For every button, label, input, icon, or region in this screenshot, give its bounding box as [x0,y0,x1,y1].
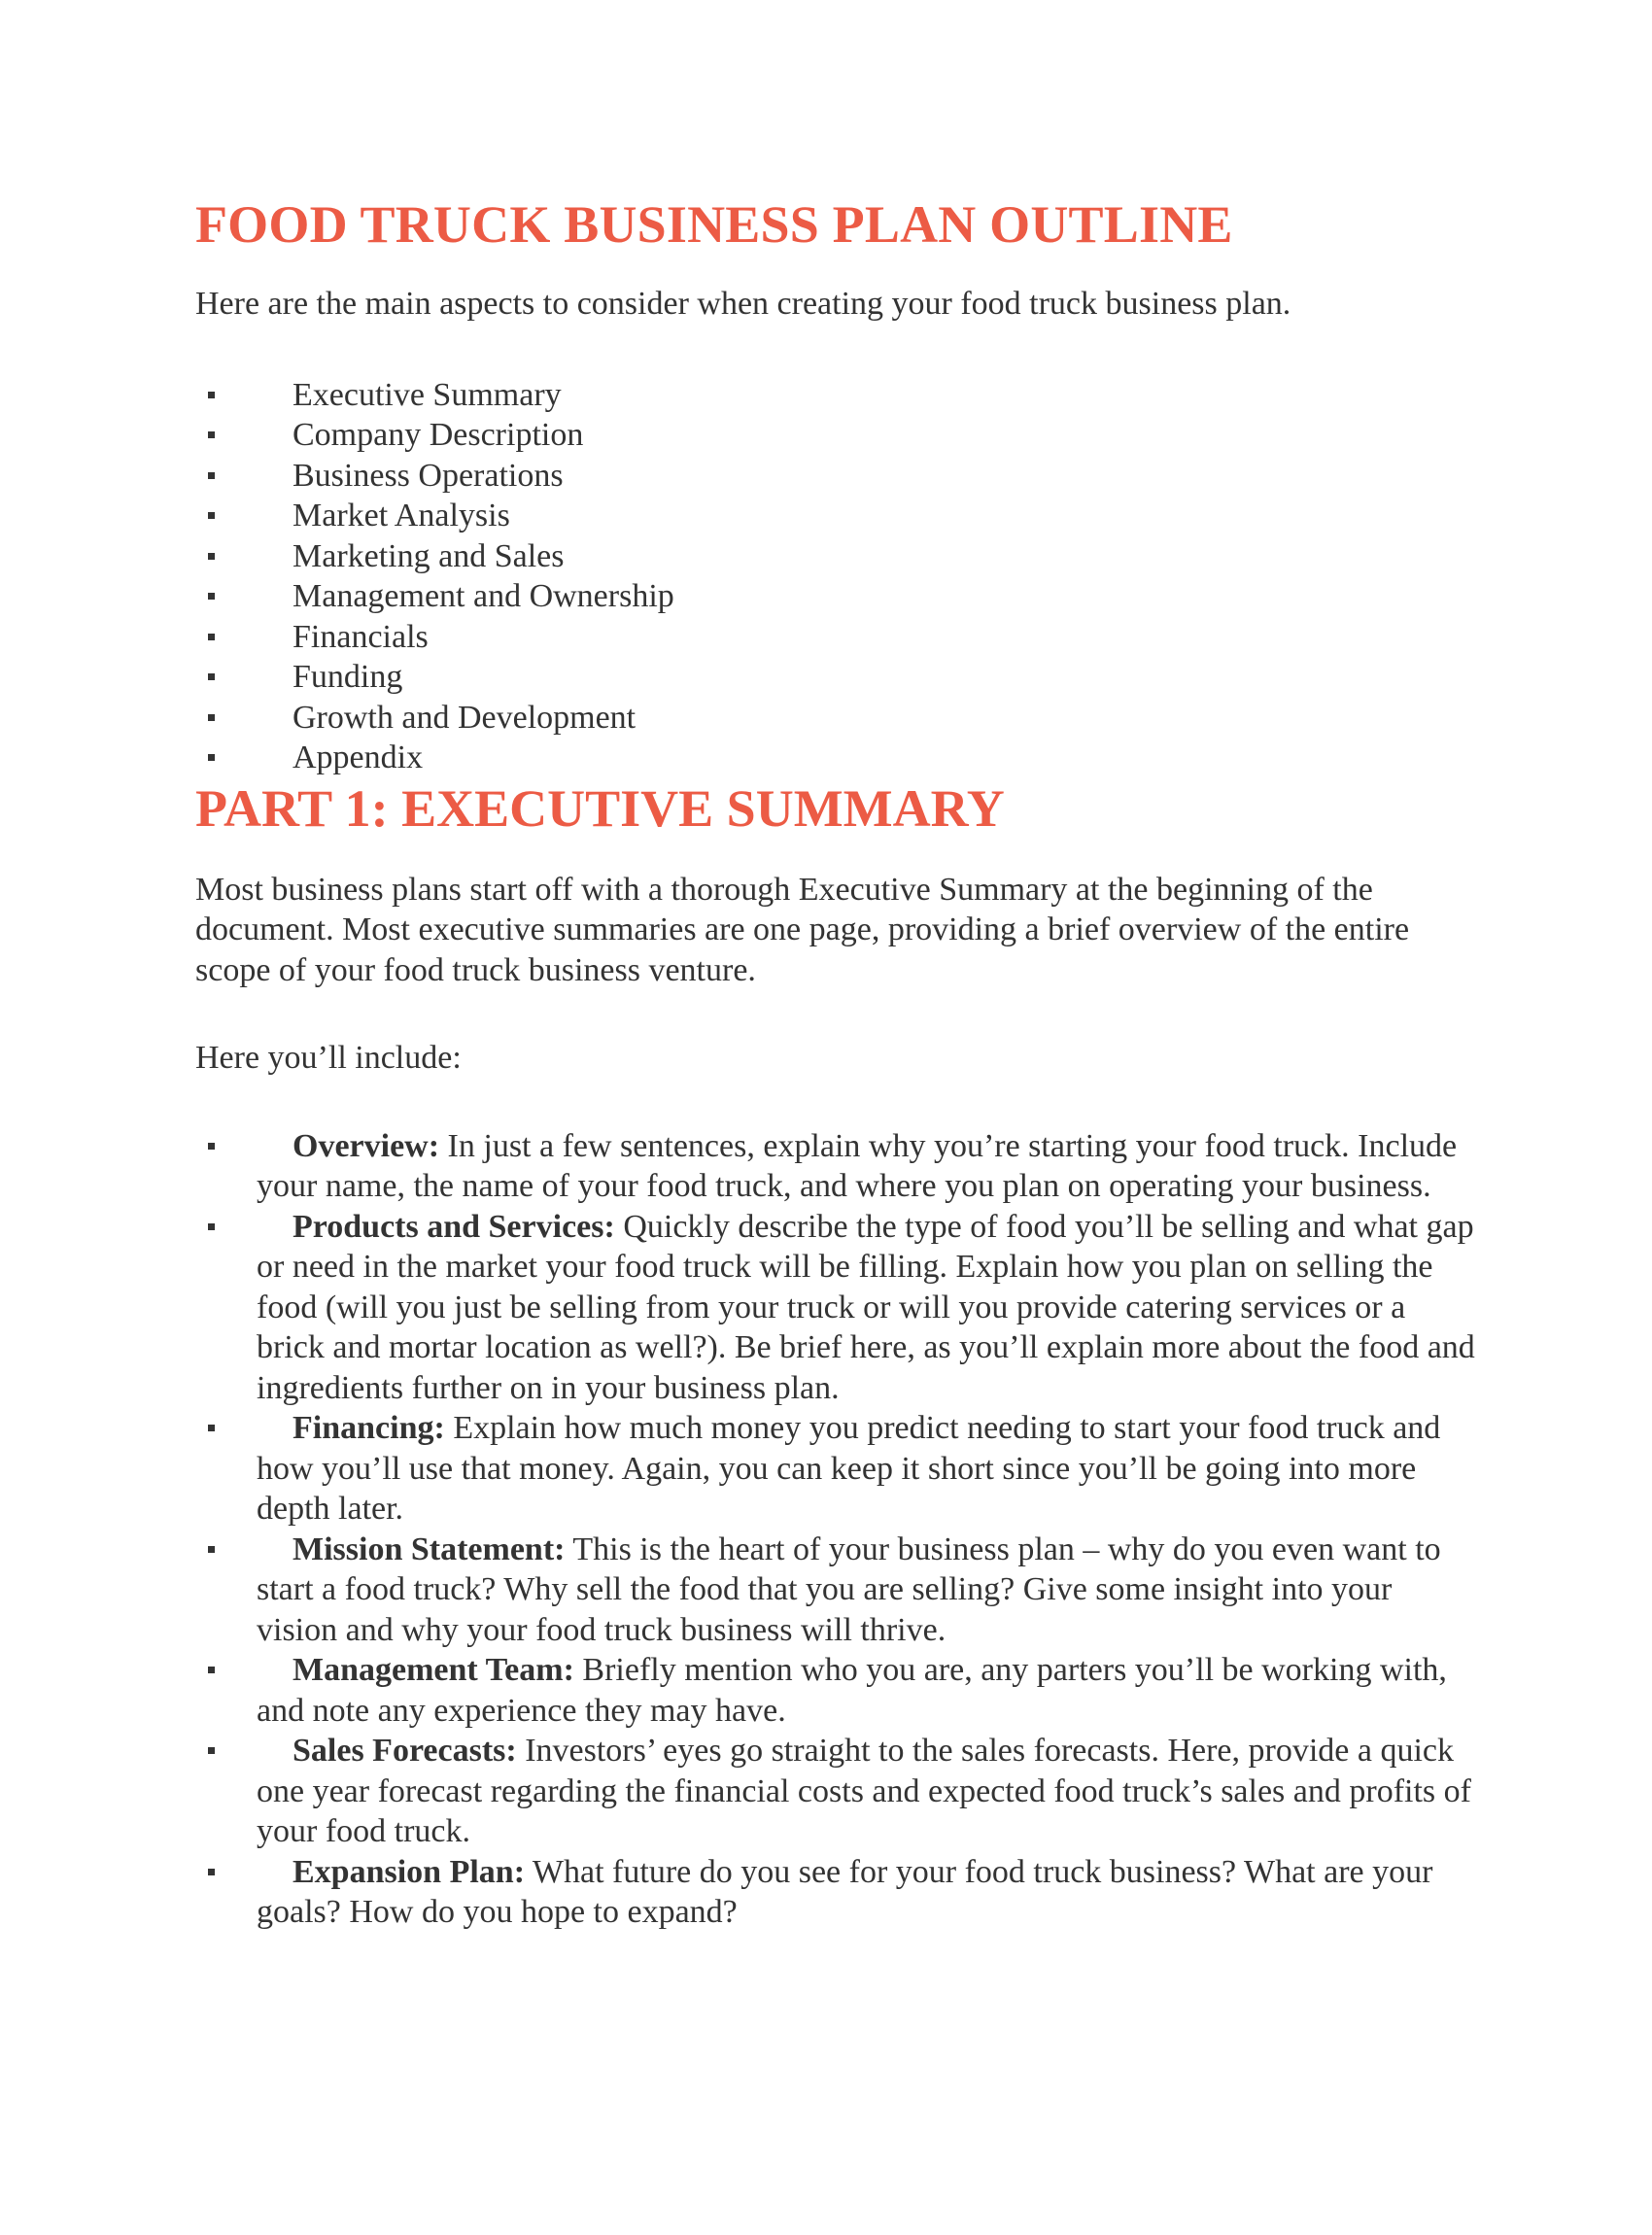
list-item: Business Operations [195,456,1478,497]
bullet-icon [208,673,215,680]
list-item: Management and Ownership [195,576,1478,617]
item-text: Briefly mention who you are, any parters you’ll be working with, and note any experience they may have. [257,1652,1447,1729]
bullet-icon [208,1747,215,1754]
list-item: Financials [195,617,1478,658]
item-text: In just a few sentences, explain why you’re starting your food truck. Include your name, the name of your food truck, and where you plan on operating your business. [257,1127,1458,1204]
executive-summary-list [195,1126,1478,1933]
item-term: Sales Forecasts: [293,1733,517,1769]
list-item: Funding [195,657,1478,698]
bullet-icon [208,472,215,479]
bullet-icon [208,1223,215,1230]
item-text: Explain how much money you predict needing to start your food truck and how you’ll use that money. Again, you can keep it short since you’ll be going into more depth later. [257,1410,1441,1527]
bullet-icon [208,1546,215,1553]
bullet-icon [208,1425,215,1431]
bullet-icon [208,714,215,721]
bullet-icon [208,1869,215,1875]
bullet-icon [208,1143,215,1150]
page-title: FOOD TRUCK BUSINESS PLAN OUTLINE [195,195,1233,254]
item-term: Management Team: [293,1652,574,1688]
list-item: Growth and Development [195,698,1478,739]
bullet-icon [208,754,215,761]
list-item [195,1530,1478,1651]
section-heading-part1: PART 1: EXECUTIVE SUMMARY [195,778,1005,838]
outline-list [195,375,1478,778]
item-term: Expansion Plan: [293,1853,526,1890]
bullet-icon [208,1667,215,1673]
item-text: Investors’ eyes go straight to the sales forecasts. Here, provide a quick one year forecast regarding the financial costs and expected food truck’s sales and profits of your food truck. [257,1733,1471,1849]
list-item [195,1650,1478,1731]
item-term: Overview: [293,1127,440,1164]
bullet-icon [208,593,215,600]
list-item: Company Description [195,415,1478,456]
item-term: Products and Services: [293,1208,615,1245]
list-item [195,1207,1478,1409]
part1-paragraph: Most business plans start off with a thorough Executive Summary at the beginning of the document. Most executive summaries are one page, providing a brief overview of the entire scope of your food truck business venture. [195,871,1410,988]
include-label: Here you’ll include: [195,1040,462,1076]
list-item: Appendix [195,738,1478,778]
bullet-icon [208,634,215,640]
item-term: Mission Statement: [293,1530,566,1567]
bullet-icon [208,392,215,398]
list-item: Marketing and Sales [195,536,1478,577]
item-term: Financing: [293,1410,445,1446]
bullet-icon [208,431,215,438]
item-text: Quickly describe the type of food you’ll be selling and what gap or need in the market your food truck will be filling. Explain how you plan on selling the food (will you just be selling from your truck or will you provide catering services or a brick and mortar location as well?). Be brief here, as you’ll explain more about the food and ingredients further on in your business plan. [257,1208,1475,1406]
list-item [195,1731,1478,1852]
list-item: Market Analysis [195,496,1478,536]
intro-paragraph: Here are the main aspects to consider when creating your food truck business plan. [195,286,1291,322]
list-item: Executive Summary [195,375,1478,416]
list-item [195,1408,1478,1530]
list-item [195,1126,1478,1207]
item-text: This is the heart of your business plan – why do you even want to start a food truck? Why sell the food that you are selling? Give some insight into your vision and why your food truck business will thrive. [257,1530,1441,1648]
item-text: What future do you see for your food truck business? What are your goals? How do you hope to expand? [257,1853,1433,1930]
bullet-icon [208,553,215,560]
list-item [195,1852,1478,1933]
bullet-icon [208,512,215,519]
document-content [195,190,1478,1933]
